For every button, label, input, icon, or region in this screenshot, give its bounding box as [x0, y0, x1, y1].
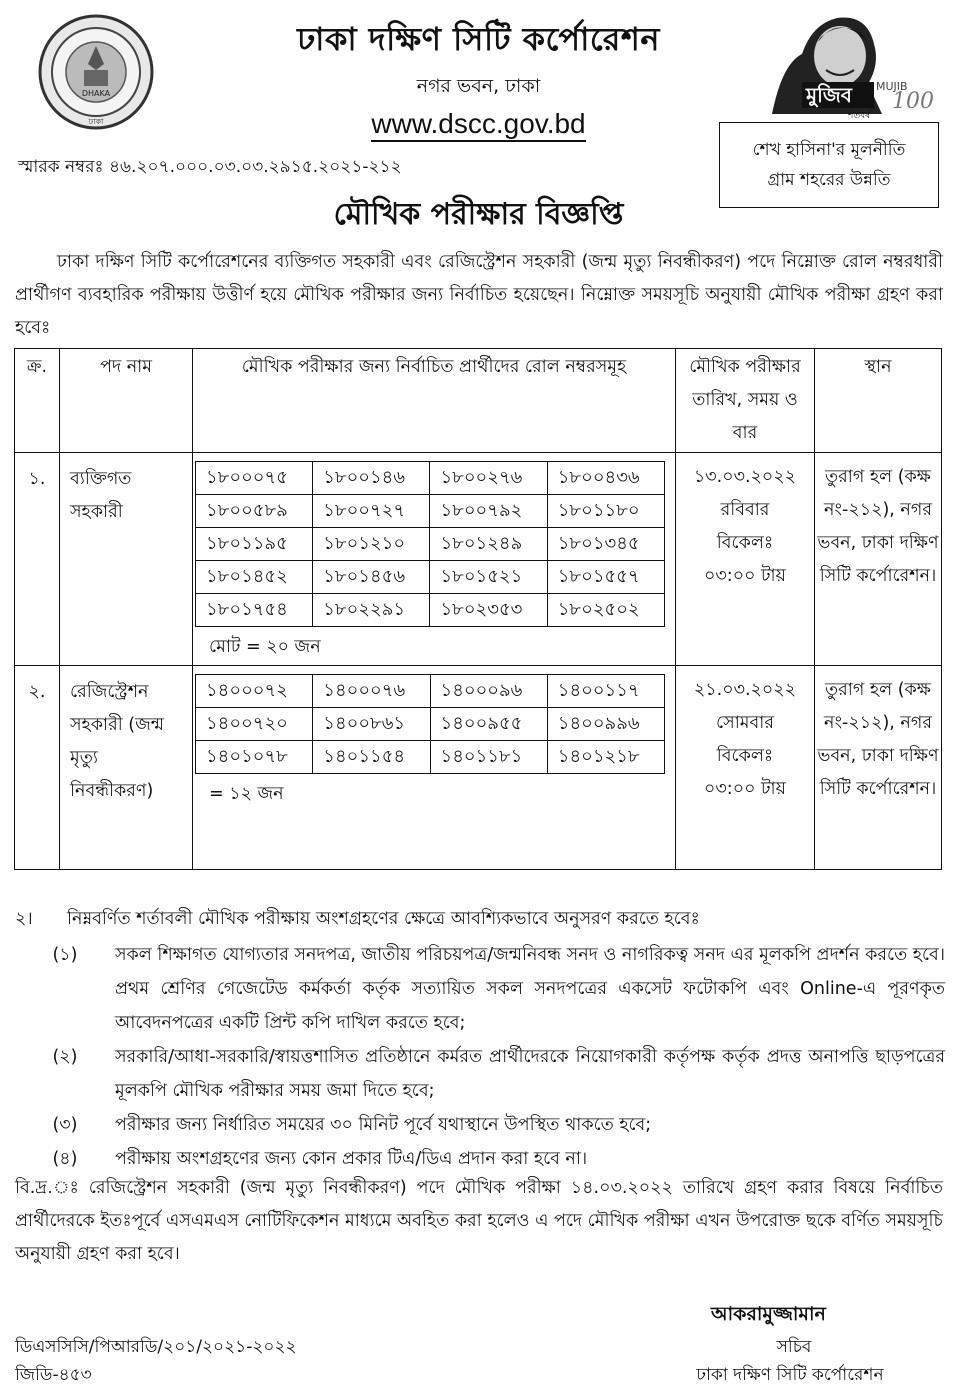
header-place: স্থান — [815, 349, 942, 453]
roll-number: ১৪০০০৯৬ — [430, 675, 547, 708]
row-day: রবিবার — [720, 500, 770, 520]
row-rolls — [193, 453, 676, 666]
condition-number: (২) — [52, 1047, 78, 1067]
roll-number: ১৮০১২৪৯ — [430, 528, 547, 561]
signer-org: ঢাকা দক্ষিণ সিটি কর্পোরেশন — [696, 1365, 884, 1385]
header-date: মৌখিক পরীক্ষার তারিখ, সময় ও বার — [676, 349, 815, 453]
row-sl: ১. — [15, 453, 60, 666]
list-item — [15, 1040, 945, 1108]
table-header-row — [15, 349, 942, 453]
roll-number: ১৮০১৪৫২ — [196, 561, 313, 594]
roll-number: ১৮০০৭৯২ — [430, 495, 547, 528]
motto-line-2: গ্রাম শহরের উন্নতি — [767, 170, 891, 190]
roll-number: ১৪০০১১৭ — [547, 675, 664, 708]
row-post: ব্যক্তিগত সহকারী — [60, 453, 193, 666]
roll-number: ১৮০১১৮০ — [547, 495, 664, 528]
roll-number: ১৮০১৭৫৪ — [196, 594, 313, 627]
svg-text:মুজিব: মুজিব — [806, 83, 852, 107]
row-date: ১৩.০৩.২০২২ — [693, 467, 797, 487]
row-rolls — [193, 666, 676, 870]
table-row — [15, 666, 942, 870]
roll-row — [196, 708, 665, 741]
row-total: মোট = ২০ জন — [209, 637, 321, 657]
roll-number: ১৮০০৫৮৯ — [196, 495, 313, 528]
row-total: = ১২ জন — [209, 784, 284, 804]
svg-text:MUJIB: MUJIB — [876, 80, 908, 93]
roll-grid — [195, 461, 665, 627]
list-item — [15, 1108, 945, 1142]
row-place: তুরাগ হল (কক্ষ নং-২১২), নগর ভবন, ঢাকা দক্ষিণ সিটি কর্পোরেশন। — [815, 666, 942, 870]
roll-number: ১৪০১১৮১ — [430, 741, 547, 774]
roll-number: ১৪০১২১৮ — [547, 741, 664, 774]
header-post: পদ নাম — [60, 349, 193, 453]
list-item — [15, 1142, 945, 1176]
list-item — [15, 938, 945, 1040]
condition-number: (৩) — [52, 1115, 78, 1135]
condition-text: সকল শিক্ষাগত যোগ্যতার সনদপত্র, জাতীয় পরিচয়পত্র/জন্মনিবন্ধ সনদ ও নাগরিকত্ব সনদ এর মূলকপি প্রদর্শন করতে হবে। প্রথম শ্রেণির গেজেটেড কর্মকর্তা কর্তৃক সত্যায়িত সকল সনদপত্রের একসেট ফটোকপি এবং Online-এ পূরণকৃত আবেদনপত্রের একটি প্রিন্ট কপি দাখিল করতে হবে; — [115, 945, 945, 1033]
row-datetime — [676, 453, 815, 666]
row-time-label: বিকেলঃ — [716, 746, 774, 766]
roll-number: ১৮০১২১০ — [313, 528, 430, 561]
row-datetime — [676, 666, 815, 870]
condition-text: পরীক্ষায় অংশগ্রহণের জন্য কোন প্রকার টিএ/ডিএ প্রদান করা হবে না। — [115, 1149, 588, 1169]
roll-number: ১৮০১৫২১ — [430, 561, 547, 594]
svg-text:শতবর্ষ: শতবর্ষ — [848, 111, 871, 120]
condition-text: পরীক্ষার জন্য নির্ধারিত সময়ের ৩০ মিনিট পূর্বে যথাস্থানে উপস্থিত থাকতে হবে; — [115, 1115, 652, 1135]
interview-schedule-table — [14, 348, 942, 870]
roll-row — [196, 462, 665, 495]
row-day: সোমবার — [716, 713, 774, 733]
roll-number: ১৮০১১৯৫ — [196, 528, 313, 561]
nb-note: বি.দ্র.ঃ রেজিস্ট্রেশন সহকারী (জন্ম মৃত্যু নিবন্ধীকরণ) পদে মৌখিক পরীক্ষা ১৪.০৩.২০২২ তারিখে গ্রহণ করার বিষয়ে নির্বাচিত প্রার্থীদেরকে ইতঃপূর্বে এসএমএস নোটিফিকেশন মাধ্যমে অবহিত করা হলেও এ পদে মৌখিক পরীক্ষা এখন উপরোক্ত ছকে বর্ণিত সময়সূচি অনুযায়ী গ্রহণ করা হবে। — [15, 1178, 943, 1264]
motto-line-1: শেখ হাসিনা'র মূলনীতি — [752, 140, 906, 160]
svg-text:DHAKA: DHAKA — [81, 89, 111, 98]
roll-number: ১৮০২৫০২ — [547, 594, 664, 627]
roll-number: ১৪০০৮৬১ — [313, 708, 430, 741]
roll-number: ১৮০২৩৫৩ — [430, 594, 547, 627]
roll-number: ১৮০১৪৫৬ — [313, 561, 430, 594]
gd-number: জিডি-৪৫৩ — [15, 1365, 92, 1385]
row-time: ০৩:০০ টায় — [704, 566, 786, 586]
notice-title: মৌখিক পরীক্ষার বিজ্ঞপ্তি — [333, 197, 624, 232]
org-subtitle: নগর ভবন, ঢাকা — [416, 75, 541, 97]
roll-number: ১৮০২২৯১ — [313, 594, 430, 627]
conditions-number: ২। — [15, 909, 33, 929]
roll-grid — [195, 674, 665, 774]
conditions-list — [15, 938, 945, 1176]
svg-text:100: 100 — [892, 89, 934, 114]
roll-row — [196, 594, 665, 627]
roll-row — [196, 495, 665, 528]
roll-number: ১৮০০২৭৬ — [430, 462, 547, 495]
roll-number: ১৮০০০৭৫ — [196, 462, 313, 495]
row-post: রেজিস্ট্রেশন সহকারী (জন্ম মৃত্যু নিবন্ধীকরণ) — [60, 666, 193, 870]
roll-number: ১৪০০৭২০ — [196, 708, 313, 741]
roll-number: ১৮০০৪৩৬ — [547, 462, 664, 495]
row-date: ২১.০৩.২০২২ — [693, 680, 797, 700]
signer-post: সচিব — [776, 1337, 812, 1357]
memo-number: স্মারক নম্বরঃ ৪৬.২০৭.০০০.০৩.০৩.২৯১৫.২০২১-২১২ — [18, 157, 402, 177]
intro-paragraph: ঢাকা দক্ষিণ সিটি কর্পোরেশনের ব্যক্তিগত সহকারী এবং রেজিস্ট্রেশন সহকারী (জন্ম মৃত্যু নিবন্ধীকরণ) পদে নিম্নোক্ত রোল নম্বরধারী প্রার্থীগণ ব্যবহারিক পরীক্ষায় উত্তীর্ণ হয়ে মৌখিক পরীক্ষার জন্য নির্বাচিত হয়েছেন। নিম্নোক্ত সময়সূচি অনুযায়ী মৌখিক পরীক্ষা গ্রহণ করা হবেঃ — [15, 252, 943, 338]
row-place: তুরাগ হল (কক্ষ নং-২১২), নগর ভবন, ঢাকা দক্ষিণ সিটি কর্পোরেশন। — [815, 453, 942, 666]
roll-number: ১৪০১০৭৮ — [196, 741, 313, 774]
roll-number: ১৮০১৩৪৫ — [547, 528, 664, 561]
roll-number: ১৪০০৯৫৫ — [430, 708, 547, 741]
roll-number: ১৪০০০৭৬ — [313, 675, 430, 708]
header-sl: ক্র. — [15, 349, 60, 453]
roll-number: ১৪০১১৫৪ — [313, 741, 430, 774]
mujib-100-logo — [742, 4, 942, 120]
roll-number: ১৮০০৭২৭ — [313, 495, 430, 528]
website-link[interactable]: www.dscc.gov.bd — [0, 108, 957, 140]
roll-number: ১৪০০০৭২ — [196, 675, 313, 708]
svg-text:ঢাকা: ঢাকা — [88, 117, 104, 126]
conditions-heading — [15, 906, 945, 935]
roll-number: ১৪০০৯৯৬ — [547, 708, 664, 741]
row-time: ০৩:০০ টায় — [704, 779, 786, 799]
header-rolls: মৌখিক পরীক্ষার জন্য নির্বাচিত প্রার্থীদের রোল নম্বরসমূহ — [193, 349, 676, 453]
reference-number: ডিএসসিসি/পিআরডি/২০১/২০২১-২০২২ — [15, 1337, 297, 1357]
condition-number: (৪) — [52, 1149, 78, 1169]
roll-number: ১৮০০১৪৬ — [313, 462, 430, 495]
roll-number: ১৮০১৫৫৭ — [547, 561, 664, 594]
roll-row — [196, 561, 665, 594]
row-time-label: বিকেলঃ — [716, 533, 774, 553]
org-title: ঢাকা দক্ষিণ সিটি কর্পোরেশন — [297, 20, 660, 58]
table-row — [15, 453, 942, 666]
row-sl: ২. — [15, 666, 60, 870]
signer-name: আকরামুজ্জামান — [711, 1303, 826, 1325]
condition-number: (১) — [52, 945, 78, 965]
conditions-heading-text: নিম্নবর্ণিত শর্তাবলী মৌখিক পরীক্ষায় অংশগ্রহণের ক্ষেত্রে আবশ্যিকভাবে অনুসরণ করতে হবেঃ — [67, 909, 700, 929]
roll-row — [196, 528, 665, 561]
roll-row — [196, 741, 665, 774]
condition-text: সরকারি/আধা-সরকারি/স্বায়ত্তশাসিত প্রতিষ্ঠানে কর্মরত প্রার্থীদেরকে নিয়োগকারী কর্তৃপক্ষ কর্তৃক প্রদত্ত অনাপত্তি ছাড়পত্রের মূলকপি মৌখিক পরীক্ষার সময় জমা দিতে হবে; — [115, 1047, 945, 1101]
roll-row — [196, 675, 665, 708]
